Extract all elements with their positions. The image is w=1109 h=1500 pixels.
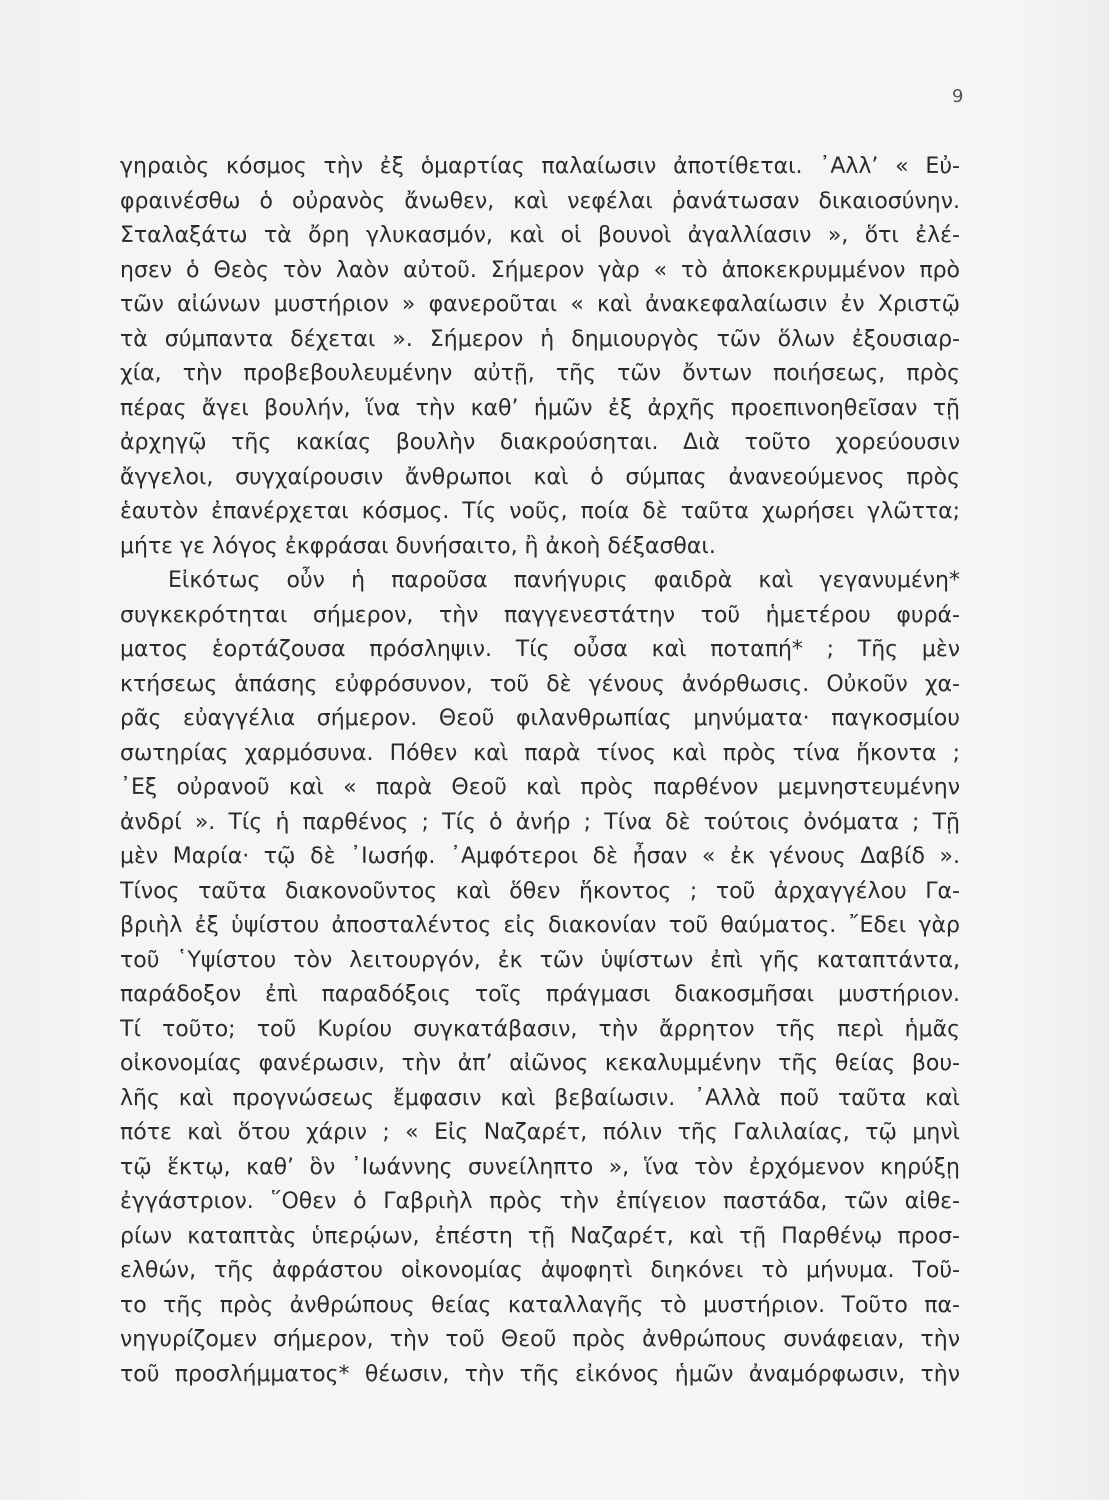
text-line: ᾿Εξ οὐρανοῦ καὶ « παρὰ Θεοῦ καὶ πρὸς παρθένον μεμνηστευμένην xyxy=(120,775,960,800)
text-line: το τῆς πρὸς ἀνθρώπους θείας καταλλαγῆς τὸ μυστήριον. Τοῦτο πα- xyxy=(120,1292,960,1318)
text-line: πότε καὶ ὅτου χάριν ; « Εἰς Ναζαρέτ, πόλιν τῆς Γαλιλαίας, τῷ μηνὶ xyxy=(120,1120,960,1145)
text-line: τοῦ προσλήμματος* θέωσιν, τὴν τῆς εἰκόνος ἡμῶν ἀναμόρφωσιν, τὴν xyxy=(120,1361,960,1387)
text-line: μήτε γε λόγος ἐκφράσαι δυνήσαιτο, ἢ ἀκοὴ δέξασθαι. xyxy=(120,533,716,559)
text-line: ελθών, τῆς ἀφράστου οἰκονομίας ἀψοφητὶ διηκόνει τὸ μήνυμα. Τοῦ- xyxy=(120,1258,960,1283)
text-line: Τίνος ταῦτα διακονοῦντος καὶ ὅθεν ἥκοντος ; τοῦ ἀρχαγγέλου Γα- xyxy=(120,878,960,904)
text-line: τῶν αἰώνων μυστήριον » φανεροῦται « καὶ ἀνακεφαλαίωσιν ἐν Χριστῷ xyxy=(120,292,960,317)
text-line: λῆς καὶ προγνώσεως ἔμφασιν καὶ βεβαίωσιν. ᾿Αλλὰ ποῦ ταῦτα καὶ xyxy=(120,1085,960,1111)
text-line: σωτηρίας χαρμόσυνα. Πόθεν καὶ παρὰ τίνος καὶ πρὸς τίνα ἥκοντα ; xyxy=(120,740,960,766)
text-line: ἐγγάστριον. ῞Οθεν ὁ Γαβριὴλ πρὸς τὴν ἐπίγειον παστάδα, τῶν αἰθε- xyxy=(120,1189,960,1214)
text-line: Εἰκότως οὖν ἡ παροῦσα πανήγυρις φαιδρὰ καὶ γεγανυμένη* xyxy=(168,568,960,593)
text-line: ἀρχηγῷ τῆς κακίας βουλὴν διακρούσηται. Διὰ τοῦτο χορεύουσιν xyxy=(120,430,960,455)
text-line: ἑαυτὸν ἐπανέρχεται κόσμος. Τίς νοῦς, ποία δὲ ταῦτα χωρήσει γλῶττα; xyxy=(120,499,960,524)
text-line: Τί τοῦτο; τοῦ Κυρίου συγκατάβασιν, τὴν ἄρρητον τῆς περὶ ἡμᾶς xyxy=(120,1016,960,1042)
text-line: Σταλαξάτω τὰ ὄρη γλυκασμόν, καὶ οἱ βουνοὶ ἀγαλλίασιν », ὅτι ἐλέ- xyxy=(120,223,960,248)
text-line: νηγυρίζομεν σήμερον, τὴν τοῦ Θεοῦ πρὸς ἀνθρώπους συνάφειαν, τὴν xyxy=(120,1327,960,1352)
text-line: παράδοξον ἐπὶ παραδόξοις τοῖς πράγμασι διακοσμῆσαι μυστήριον. xyxy=(120,982,960,1007)
text-line: τοῦ ῾Υψίστου τὸν λειτουργόν, ἐκ τῶν ὑψίστων ἐπὶ γῆς καταπτάντα, xyxy=(120,947,960,973)
text-line: ἄγγελοι, συγχαίρουσιν ἄνθρωποι καὶ ὁ σύμπας ἀνανεούμενος πρὸς xyxy=(120,464,960,490)
text-line: φραινέσθω ὁ οὐρανὸς ἄνωθεν, καὶ νεφέλαι ῥανάτωσαν δικαιοσύνην. xyxy=(120,188,960,214)
body-text xyxy=(120,150,960,1392)
text-line: οἰκονομίας φανέρωσιν, τὴν ἀπ’ αἰῶνος κεκαλυμμένην τῆς θείας βου- xyxy=(120,1051,960,1076)
text-line: ρᾶς εὐαγγέλια σήμερον. Θεοῦ φιλανθρωπίας μηνύματα· παγκοσμίου xyxy=(120,706,960,731)
text-line: τῷ ἕκτῳ, καθ’ ὃν ᾿Ιωάννης συνείληπτο », ἵνα τὸν ἐρχόμενον κηρύξῃ xyxy=(120,1154,960,1180)
text-line: ματος ἑορτάζουσα πρόσληψιν. Τίς οὖσα καὶ ποταπή* ; Τῆς μὲν xyxy=(120,637,960,662)
text-line: χία, τὴν προβεβουλευμένην αὐτῇ, τῆς τῶν ὄντων ποιήσεως, πρὸς xyxy=(120,361,960,386)
text-line: ἀνδρί ». Τίς ἡ παρθένος ; Τίς ὁ ἀνήρ ; Τίνα δὲ τούτοις ὀνόματα ; Τῇ xyxy=(120,809,960,835)
text-line: μὲν Μαρία· τῷ δὲ ᾿Ιωσήφ. ᾿Αμφότεροι δὲ ἦσαν « ἐκ γένους Δαβίδ ». xyxy=(120,844,960,869)
text-line: ρίων καταπτὰς ὑπερῴων, ἐπέστη τῇ Ναζαρέτ, καὶ τῇ Παρθένῳ προσ- xyxy=(120,1223,960,1249)
text-line: βριὴλ ἐξ ὑψίστου ἀποσταλέντος εἰς διακονίαν τοῦ θαύματος. ῎Εδει γὰρ xyxy=(120,913,960,938)
text-line: πέρας ἄγει βουλήν, ἵνα τὴν καθ’ ἡμῶν ἐξ ἀρχῆς προεπινοηθεῖσαν τῇ xyxy=(120,395,960,421)
text-line: γηραιὸς κόσμος τὴν ἐξ ὁμαρτίας παλαίωσιν ἀποτίθεται. ᾿Αλλ’ « Εὐ- xyxy=(120,154,960,179)
page-number: 9 xyxy=(952,86,964,107)
text-line: συγκεκρότηται σήμερον, τὴν παγγενεστάτην τοῦ ἡμετέρου φυρά- xyxy=(120,602,960,628)
text-line: ησεν ὁ Θεὸς τὸν λαὸν αὐτοῦ. Σήμερον γὰρ « τὸ ἀποκεκρυμμένον πρὸ xyxy=(120,257,960,283)
text-line: κτήσεως ἁπάσης εὐφρόσυνον, τοῦ δὲ γένους ἀνόρθωσις. Οὐκοῦν χα- xyxy=(120,671,960,697)
text-line: τὰ σύμπαντα δέχεται ». Σήμερον ἡ δημιουργὸς τῶν ὅλων ἐξουσιαρ- xyxy=(120,326,960,352)
